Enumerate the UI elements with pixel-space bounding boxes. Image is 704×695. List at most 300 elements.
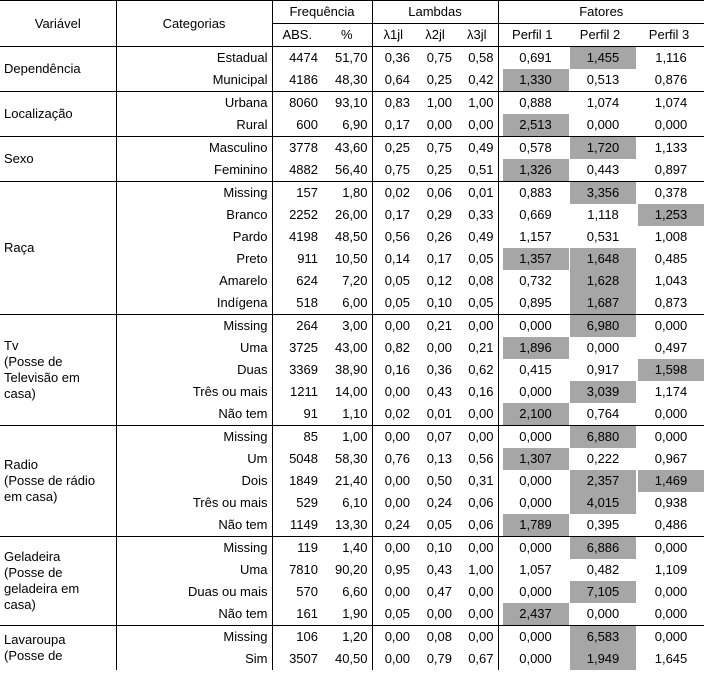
lambda1-cell: 0,02 — [372, 403, 414, 426]
perfil1-cell — [498, 359, 566, 381]
perfil3-cell — [634, 204, 704, 226]
lambda1-cell: 0,76 — [372, 448, 414, 470]
table-row — [0, 92, 704, 115]
factor-value: 0,000 — [519, 384, 552, 399]
header-categorias: Categorias — [116, 1, 272, 47]
perfil1-cell — [498, 337, 566, 359]
variable-label — [0, 92, 116, 137]
highlighted-factor: 2,100 — [503, 403, 569, 425]
perfil3-cell — [634, 292, 704, 315]
variable-label — [0, 426, 116, 537]
lambda2-cell: 1,00 — [414, 92, 456, 115]
perfil3-cell — [634, 626, 704, 649]
highlighted-factor: 1,469 — [638, 470, 704, 492]
lambda3-cell: 0,51 — [468, 162, 494, 177]
lambda3-cell: 0,16 — [468, 384, 494, 399]
lambda1-cell: 0,16 — [372, 359, 414, 381]
lambda2-cell: 0,43 — [426, 562, 453, 577]
factor-value: 0,000 — [654, 318, 688, 333]
variable-label-text: Localização — [4, 106, 73, 121]
highlighted-factor: 1,896 — [503, 337, 569, 359]
highlighted-factor: 1,687 — [570, 292, 636, 314]
perfil3-cell — [634, 159, 704, 182]
perfil2-cell — [566, 470, 634, 492]
abs-cell: 8060 — [272, 92, 322, 115]
highlighted-factor: 1,789 — [503, 514, 569, 536]
lambda1-cell: 0,83 — [372, 92, 414, 115]
lambda2-cell: 0,36 — [426, 362, 453, 377]
abs-cell: 264 — [272, 315, 322, 338]
abs-cell: 1149 — [272, 514, 322, 537]
pct-cell: 38,90 — [334, 362, 368, 377]
factor-value: 0,876 — [654, 72, 688, 87]
category-cell: Missing — [116, 626, 272, 649]
factor-value: 0,000 — [519, 429, 552, 444]
lambda3-cell: 0,06 — [468, 495, 494, 510]
highlighted-factor: 1,357 — [503, 248, 569, 270]
perfil3-cell — [634, 581, 704, 603]
lambda1-cell: 0,75 — [372, 159, 414, 182]
pct-cell: 1,20 — [322, 626, 372, 649]
highlighted-factor: 2,513 — [503, 114, 569, 136]
variable-label-text: Raça — [4, 240, 35, 255]
variable-label-text: Sexo — [4, 151, 34, 166]
factor-value: 0,000 — [519, 495, 552, 510]
factor-value: 0,000 — [586, 340, 620, 355]
category-cell: Indígena — [116, 292, 272, 315]
perfil3-cell — [634, 559, 704, 581]
perfil1-cell — [498, 537, 566, 560]
header-lambda2: λ2jl — [414, 24, 456, 47]
factor-value: 1,057 — [519, 562, 552, 577]
header-pct: % — [322, 24, 372, 47]
factor-value: 1,133 — [654, 140, 688, 155]
lambda1-cell: 0,64 — [372, 69, 414, 92]
lambda1-cell: 0,00 — [372, 381, 414, 403]
perfil1-cell — [498, 626, 566, 649]
category-cell: Um — [116, 448, 272, 470]
highlighted-factor: 3,039 — [570, 381, 636, 403]
category-cell: Estadual — [116, 47, 272, 70]
abs-cell: 119 — [272, 537, 322, 560]
perfil2-cell — [566, 69, 634, 92]
perfil1-cell — [498, 114, 566, 137]
abs-cell: 3369 — [272, 359, 322, 381]
perfil3-cell — [634, 182, 704, 205]
perfil2-cell — [566, 114, 634, 137]
factor-value: 0,000 — [519, 540, 552, 555]
perfil1-cell — [498, 69, 566, 92]
pct-cell: 13,30 — [334, 517, 368, 532]
variable-label-text: Geladeira (Posse de geladeira em casa) — [4, 549, 80, 612]
pct-cell: 51,70 — [322, 47, 372, 70]
perfil3-cell — [634, 359, 704, 381]
lambda2-cell: 0,00 — [426, 340, 453, 355]
lambda1-cell: 0,00 — [372, 315, 414, 338]
category-cell: Branco — [116, 204, 272, 226]
abs-cell: 4882 — [272, 159, 322, 182]
lambda1-cell: 0,05 — [372, 292, 414, 315]
lambda2-cell: 0,06 — [414, 182, 456, 205]
perfil3-cell — [634, 537, 704, 560]
lambda1-cell: 0,00 — [372, 626, 414, 649]
lambda1-cell: 0,95 — [372, 559, 414, 581]
variable-label — [0, 47, 116, 92]
lambda1-cell: 0,36 — [372, 47, 414, 70]
perfil3-cell — [634, 47, 704, 70]
perfil1-cell — [498, 514, 566, 537]
perfil2-cell — [566, 270, 634, 292]
category-cell: Não tem — [116, 403, 272, 426]
variable-label-text: Lavaroupa (Posse de — [4, 632, 66, 663]
factor-value: 0,443 — [586, 162, 620, 177]
perfil1-cell — [498, 248, 566, 270]
highlighted-factor: 6,583 — [570, 626, 636, 648]
perfil3-cell — [634, 337, 704, 359]
perfil2-cell — [566, 581, 634, 603]
factor-value: 0,000 — [654, 429, 688, 444]
lambda3-cell: 0,00 — [468, 606, 494, 621]
lambda2-cell: 0,01 — [426, 406, 453, 421]
factor-value: 0,000 — [654, 584, 688, 599]
factor-value: 0,938 — [654, 495, 688, 510]
category-cell: Três ou mais — [116, 492, 272, 514]
perfil1-cell — [498, 381, 566, 403]
variable-label — [0, 315, 116, 426]
perfil1-cell — [498, 315, 566, 338]
perfil2-cell — [566, 448, 634, 470]
highlighted-factor: 1,326 — [503, 159, 569, 181]
pct-cell: 43,00 — [334, 340, 368, 355]
perfil3-cell — [634, 92, 704, 115]
lambda3-cell: 0,00 — [468, 117, 494, 132]
table-row — [0, 137, 704, 160]
factor-value: 0,691 — [519, 50, 552, 65]
abs-cell: 4198 — [272, 226, 322, 248]
perfil2-cell — [566, 92, 634, 115]
factor-value: 0,895 — [519, 295, 552, 310]
lambda3-cell: 0,00 — [468, 406, 494, 421]
highlighted-factor: 1,648 — [570, 248, 636, 270]
factor-value: 0,732 — [519, 273, 552, 288]
lambda2-cell: 0,75 — [414, 47, 456, 70]
lambda3-cell: 0,00 — [456, 426, 498, 449]
lambda2-cell: 0,50 — [426, 473, 453, 488]
pct-cell: 1,10 — [342, 406, 368, 421]
category-cell: Feminino — [116, 159, 272, 182]
perfil3-cell — [634, 426, 704, 449]
factor-value: 0,000 — [586, 606, 620, 621]
variable-label — [0, 626, 116, 671]
factor-value: 0,873 — [654, 295, 688, 310]
lambda1-cell: 0,00 — [372, 492, 414, 514]
lambda1-cell: 0,00 — [372, 537, 414, 560]
lambda1-cell: 0,00 — [372, 648, 414, 670]
lambda3-cell: 0,67 — [468, 651, 494, 666]
lambda3-cell: 0,56 — [468, 451, 494, 466]
highlighted-factor: 1,949 — [570, 648, 636, 670]
lambda1-cell: 0,56 — [372, 226, 414, 248]
perfil2-cell — [566, 248, 634, 270]
perfil2-cell — [566, 159, 634, 182]
perfil2-cell — [566, 137, 634, 160]
factor-value: 0,764 — [586, 406, 620, 421]
pct-cell: 40,50 — [334, 651, 368, 666]
factor-value: 0,000 — [654, 117, 688, 132]
factor-value: 0,497 — [654, 340, 688, 355]
lambda3-cell: 0,05 — [468, 295, 494, 310]
pct-cell: 58,30 — [334, 451, 368, 466]
highlighted-factor: 1,628 — [570, 270, 636, 292]
category-cell: Rural — [116, 114, 272, 137]
lambda2-cell: 0,29 — [426, 207, 453, 222]
pct-cell: 6,00 — [342, 295, 368, 310]
factor-value: 0,917 — [586, 362, 620, 377]
perfil2-cell — [566, 648, 634, 670]
category-cell: Missing — [116, 537, 272, 560]
factor-value: 0,000 — [654, 629, 688, 644]
pct-cell: 48,50 — [334, 229, 368, 244]
highlighted-factor: 3,356 — [570, 182, 636, 204]
perfil2-cell — [566, 603, 634, 626]
highlighted-factor: 1,307 — [503, 448, 569, 470]
lambda1-cell: 0,02 — [372, 182, 414, 205]
lambda2-cell: 0,26 — [426, 229, 453, 244]
perfil3-cell — [634, 137, 704, 160]
factor-value: 0,000 — [519, 629, 552, 644]
perfil1-cell — [498, 92, 566, 115]
lambda3-cell: 0,01 — [456, 182, 498, 205]
highlighted-factor: 1,253 — [638, 204, 704, 226]
pct-cell: 48,30 — [334, 72, 368, 87]
header-fatores: Fatores — [498, 1, 704, 24]
perfil2-cell — [566, 492, 634, 514]
header-lambda3: λ3jl — [456, 24, 498, 47]
lambda3-cell: 0,49 — [468, 229, 494, 244]
highlighted-factor: 2,357 — [570, 470, 636, 492]
lambda2-cell: 0,47 — [426, 584, 453, 599]
pct-cell: 43,60 — [322, 137, 372, 160]
category-cell: Duas ou mais — [116, 581, 272, 603]
pct-cell: 90,20 — [334, 562, 368, 577]
lambda3-cell: 0,49 — [456, 137, 498, 160]
lambda2-cell: 0,17 — [426, 251, 453, 266]
header-variavel: Variável — [0, 1, 116, 47]
table-row — [0, 47, 704, 70]
category-cell: Três ou mais — [116, 381, 272, 403]
factor-value: 0,531 — [586, 229, 620, 244]
factor-value: 1,043 — [654, 273, 688, 288]
pct-cell: 1,80 — [322, 182, 372, 205]
category-cell: Missing — [116, 182, 272, 205]
lambda1-cell: 0,05 — [372, 603, 414, 626]
abs-cell: 91 — [272, 403, 322, 426]
header-abs: ABS. — [272, 24, 322, 47]
abs-cell: 161 — [272, 603, 322, 626]
lambda3-cell: 0,08 — [468, 273, 494, 288]
lambda3-cell: 1,00 — [468, 562, 494, 577]
category-cell: Masculino — [116, 137, 272, 160]
factor-value: 0,485 — [654, 251, 688, 266]
pct-cell: 6,90 — [342, 117, 368, 132]
lambda2-cell: 0,00 — [426, 117, 453, 132]
perfil2-cell — [566, 537, 634, 560]
abs-cell: 106 — [272, 626, 322, 649]
variable-label-text: Radio (Posse de rádio em casa) — [4, 457, 96, 504]
factor-value: 1,008 — [654, 229, 688, 244]
table-header — [0, 1, 704, 47]
perfil1-cell — [498, 603, 566, 626]
lambda3-cell: 1,00 — [456, 92, 498, 115]
factor-value: 0,967 — [654, 451, 688, 466]
category-cell: Pardo — [116, 226, 272, 248]
category-cell: Dois — [116, 470, 272, 492]
lambda2-cell: 0,25 — [426, 162, 453, 177]
lambda1-cell: 0,17 — [372, 114, 414, 137]
factor-value: 0,415 — [519, 362, 552, 377]
factor-value: 1,174 — [654, 384, 688, 399]
factor-value: 0,000 — [654, 606, 688, 621]
perfil3-cell — [634, 648, 704, 670]
abs-cell: 85 — [272, 426, 322, 449]
pct-cell: 6,60 — [342, 584, 368, 599]
perfil3-cell — [634, 226, 704, 248]
pct-cell: 1,00 — [322, 426, 372, 449]
lambda2-cell: 0,12 — [426, 273, 453, 288]
pct-cell: 14,00 — [334, 384, 368, 399]
variable-label — [0, 137, 116, 182]
header-lambda1: λ1jl — [372, 24, 414, 47]
category-cell: Uma — [116, 337, 272, 359]
perfil1-cell — [498, 137, 566, 160]
perfil2-cell — [566, 626, 634, 649]
category-cell: Urbana — [116, 92, 272, 115]
category-cell: Não tem — [116, 603, 272, 626]
factor-value: 0,000 — [519, 473, 552, 488]
abs-cell: 1211 — [272, 381, 322, 403]
header-lambdas: Lambdas — [372, 1, 498, 24]
lambda3-cell: 0,33 — [468, 207, 494, 222]
perfil2-cell — [566, 337, 634, 359]
lambda2-cell: 0,05 — [426, 517, 453, 532]
lambda3-cell: 0,42 — [468, 72, 494, 87]
category-cell: Uma — [116, 559, 272, 581]
lambda1-cell: 0,24 — [372, 514, 414, 537]
perfil1-cell — [498, 470, 566, 492]
perfil1-cell — [498, 159, 566, 182]
lambda2-cell: 0,07 — [414, 426, 456, 449]
table-row — [0, 426, 704, 449]
abs-cell: 3778 — [272, 137, 322, 160]
category-cell: Duas — [116, 359, 272, 381]
perfil1-cell — [498, 204, 566, 226]
perfil2-cell — [566, 292, 634, 315]
factor-value: 0,482 — [586, 562, 620, 577]
factor-value: 0,000 — [654, 540, 688, 555]
perfil1-cell — [498, 426, 566, 449]
perfil2-cell — [566, 315, 634, 338]
category-cell: Municipal — [116, 69, 272, 92]
abs-cell: 518 — [272, 292, 322, 315]
factor-value: 1,109 — [654, 562, 688, 577]
variable-label-text: Tv (Posse de Televisão em casa) — [4, 338, 80, 401]
perfil3-cell — [634, 315, 704, 338]
perfil3-cell — [634, 114, 704, 137]
perfil3-cell — [634, 69, 704, 92]
perfil3-cell — [634, 603, 704, 626]
pct-cell: 3,00 — [322, 315, 372, 338]
category-cell: Preto — [116, 248, 272, 270]
perfil1-cell — [498, 47, 566, 70]
lambda1-cell: 0,00 — [372, 426, 414, 449]
perfil2-cell — [566, 426, 634, 449]
perfil3-cell — [634, 514, 704, 537]
abs-cell: 3507 — [272, 648, 322, 670]
highlighted-factor: 6,886 — [570, 537, 636, 559]
table-row — [0, 626, 704, 649]
factor-value: 0,000 — [654, 406, 688, 421]
factor-value: 0,222 — [586, 451, 620, 466]
factor-value: 0,378 — [654, 185, 688, 200]
lambda1-cell: 0,82 — [372, 337, 414, 359]
factor-value: 0,888 — [519, 95, 552, 110]
abs-cell: 4186 — [272, 69, 322, 92]
abs-cell: 157 — [272, 182, 322, 205]
table-body — [0, 47, 704, 671]
pct-cell: 1,90 — [342, 606, 368, 621]
perfil2-cell — [566, 226, 634, 248]
abs-cell: 4474 — [272, 47, 322, 70]
lambda2-cell: 0,21 — [414, 315, 456, 338]
perfil1-cell — [498, 403, 566, 426]
perfil2-cell — [566, 559, 634, 581]
perfil1-cell — [498, 270, 566, 292]
category-cell: Não tem — [116, 514, 272, 537]
lambda2-cell: 0,10 — [426, 295, 453, 310]
lambda2-cell: 0,13 — [426, 451, 453, 466]
lambda2-cell: 0,75 — [414, 137, 456, 160]
lambda1-cell: 0,00 — [372, 581, 414, 603]
abs-cell: 600 — [272, 114, 322, 137]
pct-cell: 93,10 — [322, 92, 372, 115]
header-perfil2: Perfil 2 — [566, 24, 634, 47]
highlighted-factor: 1,720 — [570, 137, 636, 159]
factor-value: 1,074 — [654, 95, 688, 110]
pct-cell: 10,50 — [334, 251, 368, 266]
factor-value: 0,000 — [519, 318, 552, 333]
pct-cell: 6,10 — [342, 495, 368, 510]
factor-value: 1,074 — [586, 95, 620, 110]
lambda2-cell: 0,00 — [426, 606, 453, 621]
pct-cell: 1,40 — [322, 537, 372, 560]
lambda3-cell: 0,31 — [468, 473, 494, 488]
abs-cell: 3725 — [272, 337, 322, 359]
factor-value: 1,157 — [519, 229, 552, 244]
highlighted-factor: 1,598 — [638, 359, 704, 381]
factor-value: 1,645 — [654, 651, 688, 666]
category-cell: Amarelo — [116, 270, 272, 292]
perfil2-cell — [566, 47, 634, 70]
perfil3-cell — [634, 448, 704, 470]
pct-cell: 56,40 — [334, 162, 368, 177]
abs-cell: 7810 — [272, 559, 322, 581]
abs-cell: 911 — [272, 248, 322, 270]
highlighted-factor: 2,437 — [503, 603, 569, 625]
perfil1-cell — [498, 226, 566, 248]
lambda3-cell: 0,21 — [468, 340, 494, 355]
abs-cell: 1849 — [272, 470, 322, 492]
lambda2-cell: 0,79 — [426, 651, 453, 666]
